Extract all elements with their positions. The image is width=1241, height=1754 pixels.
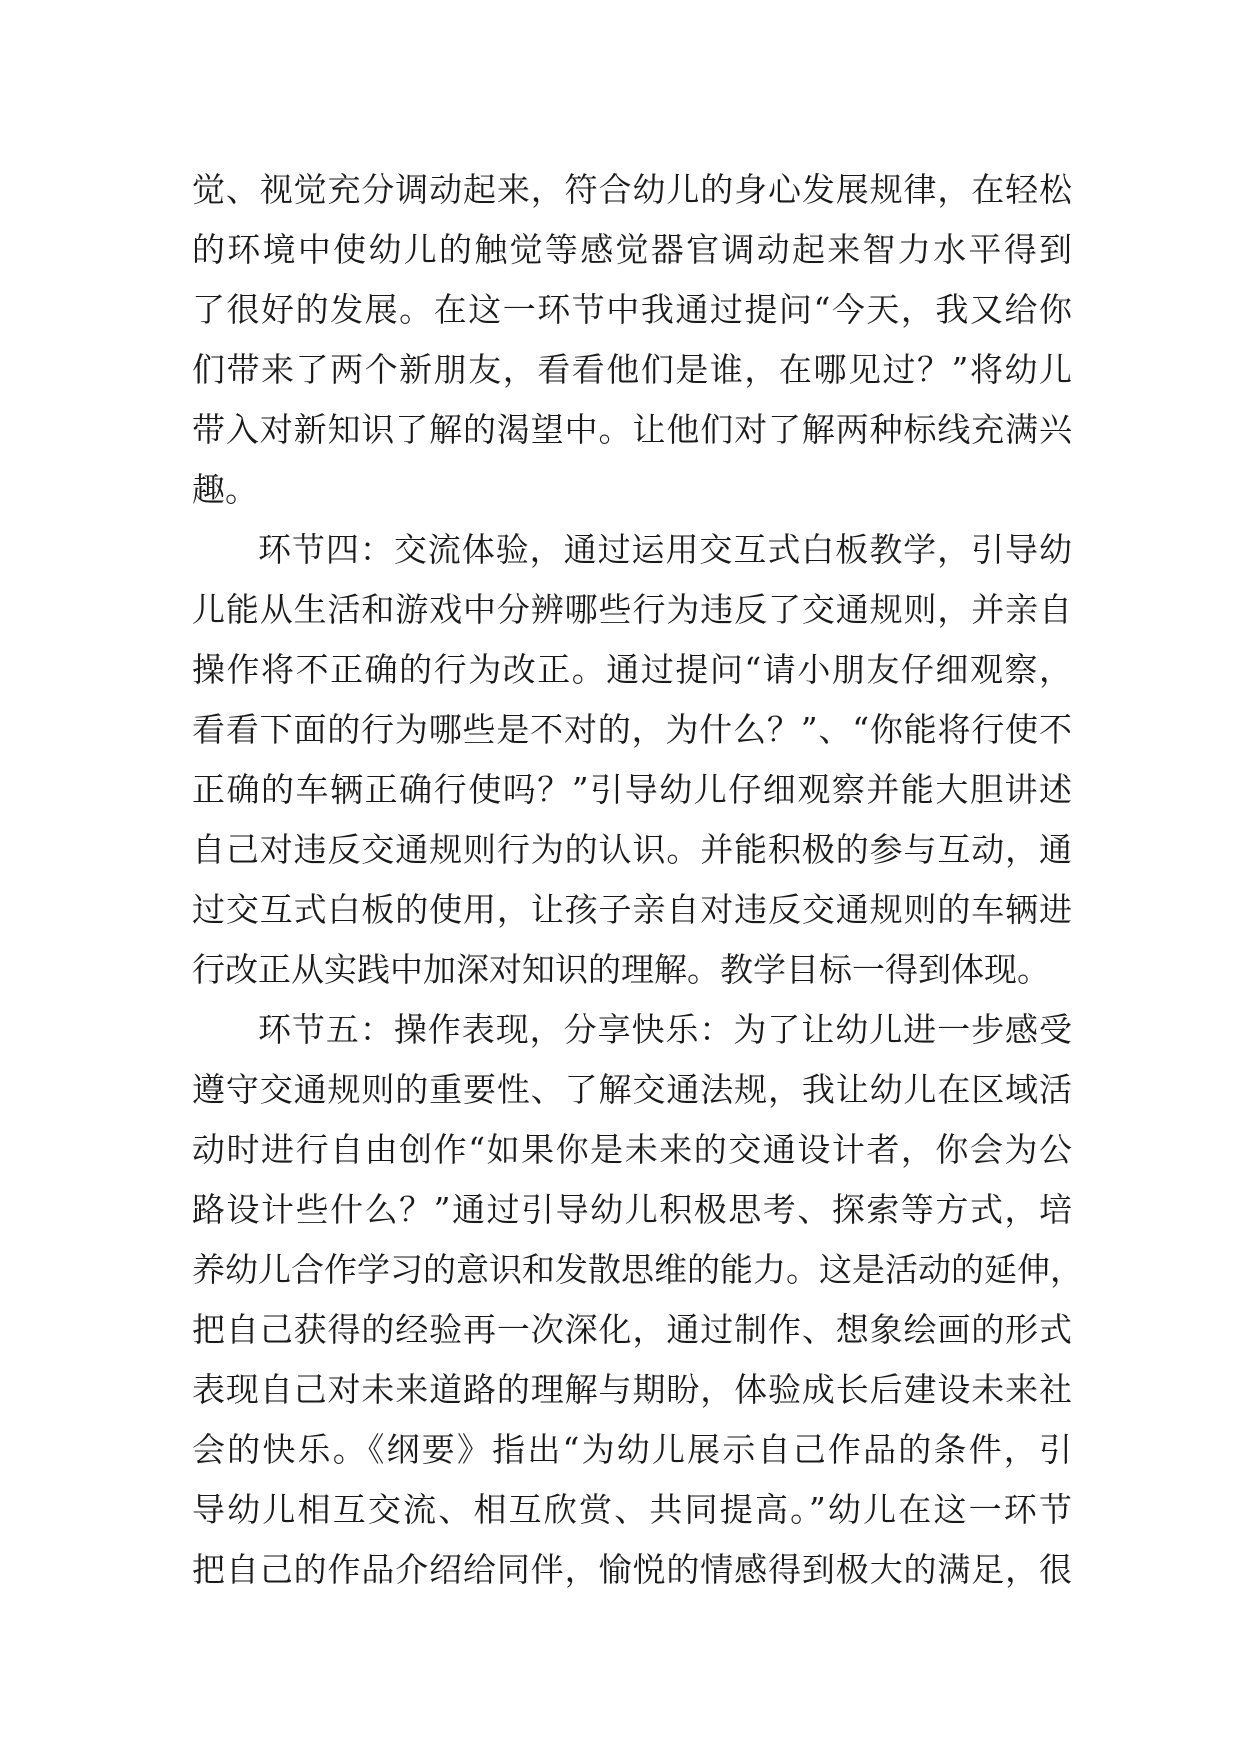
document-body [192,160,1083,1600]
text-line: 自己对违反交通规则行为的认识。并能积极的参与互动，通 [192,830,1072,869]
text-line: 表现自己对未来道路的理解与期盼，体验成长后建设未来社 [192,1370,1072,1409]
text-line: 导幼儿相互交流、相互欣赏、共同提高。”幼儿在这一环节 [192,1490,1072,1529]
text-line: 遵守交通规则的重要性、了解交通法规，我让幼儿在区域活 [192,1070,1072,1109]
text-line: 趣。 [192,470,258,509]
text-line: 环节四：交流体验，通过运用交互式白板教学，引导幼 [258,530,1072,569]
text-line: 把自己的作品介绍给同伴，愉悦的情感得到极大的满足，很 [192,1550,1072,1589]
text-line: 的环境中使幼儿的触觉等感觉器官调动起来智力水平得到 [192,230,1072,269]
text-line: 了很好的发展。在这一环节中我通过提问“今天，我又给你 [192,290,1072,329]
text-line: 把自己获得的经验再一次深化，通过制作、想象绘画的形式 [192,1310,1072,1349]
text-line: 动时进行自由创作“如果你是未来的交通设计者，你会为公 [192,1130,1072,1169]
text-line: 正确的车辆正确行使吗？”引导幼儿仔细观察并能大胆讲述 [192,770,1072,809]
text-line: 看看下面的行为哪些是不对的，为什么？”、“你能将行使不 [192,710,1072,749]
text-line: 养幼儿合作学习的意识和发散思维的能力。这是活动的延伸， [192,1250,1083,1289]
text-line: 路设计些什么？”通过引导幼儿积极思考、探索等方式，培 [192,1190,1072,1229]
text-line: 过交互式白板的使用，让孩子亲自对违反交通规则的车辆进 [192,890,1072,929]
text-line: 操作将不正确的行为改正。通过提问“请小朋友仔细观察， [192,650,1072,689]
text-line: 行改正从实践中加深对知识的理解。教学目标一得到体现。 [192,950,1050,989]
text-line: 们带来了两个新朋友，看看他们是谁，在哪见过？”将幼儿 [192,350,1072,389]
text-line: 觉、视觉充分调动起来，符合幼儿的身心发展规律，在轻松 [192,170,1072,209]
paragraph [192,160,1072,520]
paragraph [192,520,1072,1000]
text-line: 带入对新知识了解的渴望中。让他们对了解两种标线充满兴 [192,410,1072,449]
text-line: 会的快乐。《纲要》指出“为幼儿展示自己作品的条件，引 [192,1430,1072,1469]
text-line: 环节五：操作表现，分享快乐：为了让幼儿进一步感受 [258,1010,1072,1049]
paragraph [192,1000,1083,1600]
text-line: 儿能从生活和游戏中分辨哪些行为违反了交通规则，并亲自 [192,590,1072,629]
